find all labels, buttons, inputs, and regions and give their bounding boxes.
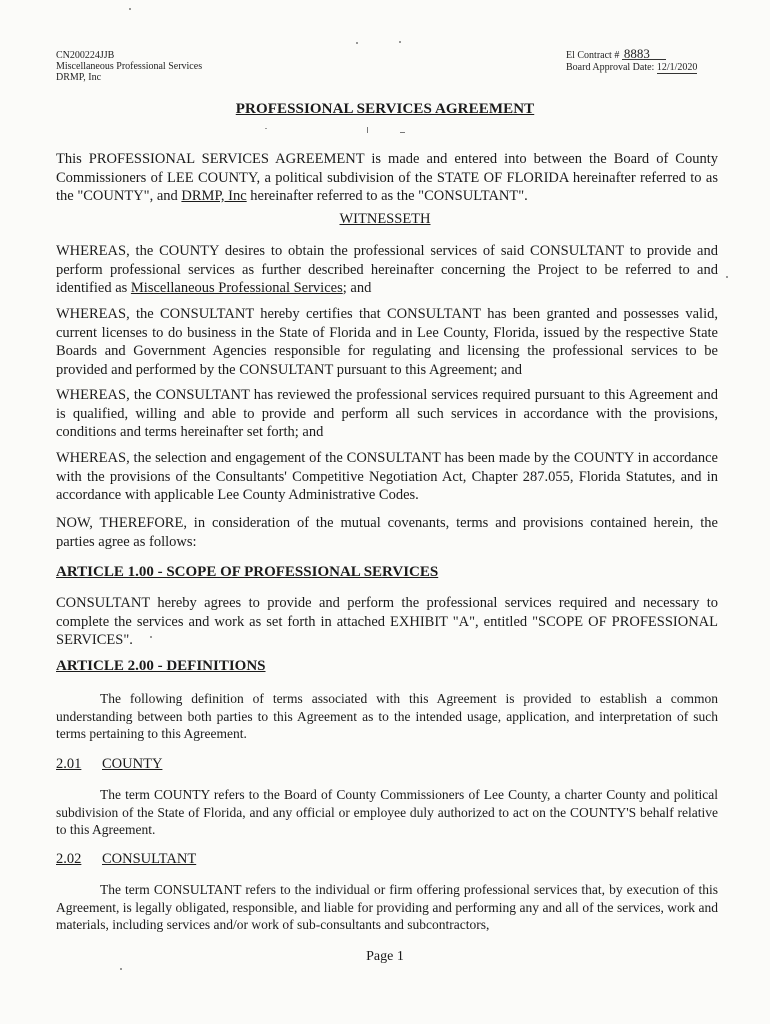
intro-text-2: hereinafter referred to as the "CONSULTANT". — [246, 188, 528, 204]
witnesseth-heading — [0, 211, 770, 228]
scan-speck — [150, 636, 152, 638]
section-2-02-body: The term CONSULTANT refers to the individual or firm offering professional services that, by execution of this Agreement, is legally obligated, responsible, and liable for providing and performing any and all of the services, work and materials, including services and/or work of sub-consultants and subcontractors, — [56, 882, 718, 932]
whereas-1-text: WHEREAS, the COUNTY desires to obtain the professional services of said CONSULTANT to provide and perform professional services as further described hereinafter concerning the Project to be referred to and identified as — [56, 243, 718, 296]
article-2-heading: ARTICLE 2.00 - DEFINITIONS — [56, 658, 266, 674]
whereas-1-end: ; and — [342, 280, 372, 296]
section-2-01-heading — [56, 756, 162, 773]
approval-label: Board Approval Date: — [566, 62, 655, 73]
whereas-clause-4: WHEREAS, the selection and engagement of the CONSULTANT has been made by the COUNTY in accordance with the provisions of the Consultants' Competitive Negotiation Act, Chapter 287.055, Florida Statutes, and in accordance with applicable Lee County Administrative Codes. — [56, 450, 718, 503]
scan-speck — [120, 968, 122, 970]
section-2-01-number: 2.01 — [56, 756, 82, 772]
approval-line — [566, 62, 697, 73]
scan-speck — [129, 8, 131, 10]
intro-text-1: This PROFESSIONAL SERVICES AGREEMENT is made and entered into between the Board of County Commissioners of LEE COUNTY, a political subdivision of the STATE OF FLORIDA hereinafter referred to as the "COUNTY", and — [56, 151, 718, 204]
article-2-body: The following definition of terms associated with this Agreement is provided to establish a common understanding between both parties to this Agreement as to the intended usage, application, and interpretation of such terms pertaining to this Agreement. — [56, 691, 718, 741]
article-1-heading: ARTICLE 1.00 - SCOPE OF PROFESSIONAL SERVICES — [56, 564, 439, 580]
scan-speck — [367, 127, 368, 133]
intro-paragraph — [56, 150, 718, 206]
scan-speck — [399, 41, 401, 43]
header-consultant: DRMP, Inc — [56, 72, 102, 83]
scan-speck — [400, 132, 405, 133]
page-title: PROFESSIONAL SERVICES AGREEMENT — [235, 101, 535, 117]
header-file-id: CN200224JJB — [56, 50, 115, 61]
whereas-1-project: Miscellaneous Professional Services — [130, 280, 343, 296]
scan-speck — [265, 128, 267, 129]
contract-line — [566, 48, 697, 61]
scan-speck — [356, 42, 358, 44]
whereas-clause-2: WHEREAS, the CONSULTANT hereby certifies that CONSULTANT has been granted and possesses valid, current licenses to do business in the State of Florida and in Lee County, Florida, issued by the respective State Boards and Government Agencies responsible for regulating and licensing the professional services to be provided and performed by the CONSULTANT pursuant to this Agreement; and — [56, 306, 718, 378]
section-2-02-number: 2.02 — [56, 851, 82, 867]
section-2-02-heading — [56, 851, 196, 868]
witnesseth-text: WITNESSETH — [339, 211, 431, 227]
section-2-01-body: The term COUNTY refers to the Board of County Commissioners of Lee County, a charter County and political subdivision of the State of Florida, and any official or employee duly authorized to act on the COUNTY'S behalf relative to this Agreement. — [56, 787, 718, 837]
section-2-01-name: COUNTY — [102, 756, 163, 772]
approval-date: 12/1/2020 — [656, 62, 698, 73]
header-left-block — [56, 50, 202, 83]
header-right-block — [566, 48, 697, 73]
page-number: Page 1 — [366, 949, 404, 964]
intro-consultant-name: DRMP, Inc — [181, 188, 247, 204]
contract-number: 8883 — [622, 48, 666, 60]
whereas-clause-3: WHEREAS, the CONSULTANT has reviewed the professional services required pursuant to this Agreement and is qualified, willing and able to provide and perform all such services in accordance with the provisions, conditions and terms hereinafter set forth; and — [56, 387, 718, 440]
whereas-clause-1 — [56, 242, 718, 298]
section-2-02-name: CONSULTANT — [102, 851, 197, 867]
contract-label: El Contract # — [566, 50, 620, 61]
scan-speck — [726, 276, 728, 278]
article-1-body: CONSULTANT hereby agrees to provide and perform the professional services required and necessary to complete the services and work as set forth in attached EXHIBIT "A", entitled "SCOPE OF PROFESSIONAL SERVICES". — [56, 595, 718, 648]
now-therefore-paragraph: NOW, THEREFORE, in consideration of the mutual covenants, terms and provisions contained herein, the parties agree as follows: — [56, 515, 718, 550]
header-category: Miscellaneous Professional Services — [56, 61, 203, 72]
